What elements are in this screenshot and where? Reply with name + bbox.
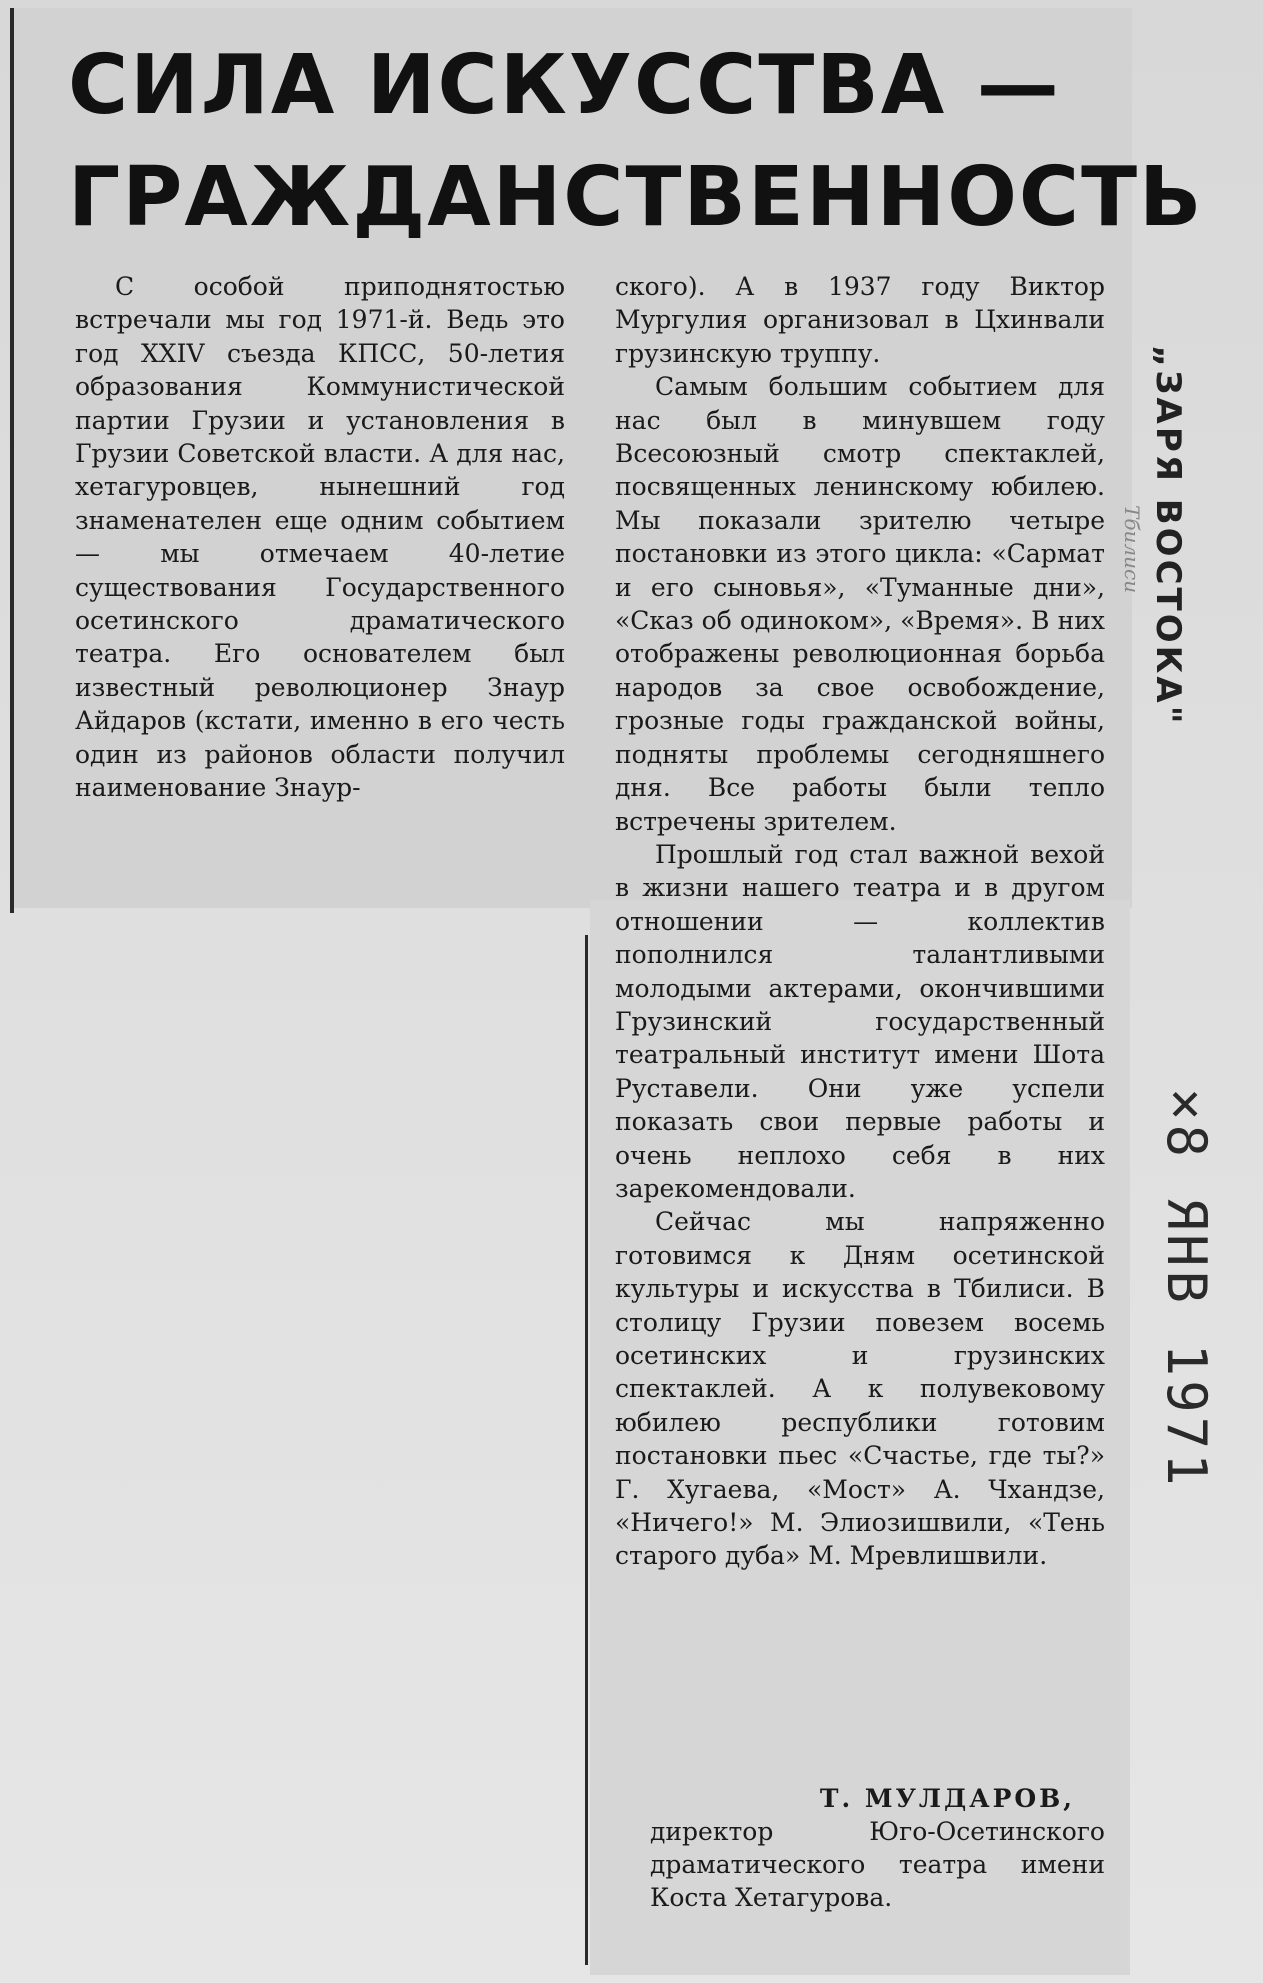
article-column-1 bbox=[75, 270, 565, 805]
column2-continuation: ского). А в 1937 году Виктор Мургулия организовал в Цхинвали грузинскую труппу. bbox=[615, 272, 1105, 368]
column-rule-left bbox=[10, 8, 14, 913]
headline-line-2: ГРАЖДАНСТВЕННОСТЬ bbox=[68, 150, 1204, 245]
headline-line-1: СИЛА ИСКУССТВА — bbox=[68, 38, 1061, 133]
column2-paragraph: Прошлый год стал важной вехой в жизни нашего театра и в другом отношении — коллектив пополнился талантливыми молодыми актерами, окончившими Грузинский государственный театральный институт имени Шота Руставели. Они уже успели показать свои первые работы и очень неплохо себя в них зарекомендовали. bbox=[615, 839, 1105, 1203]
source-newspaper-name: „ЗАРЯ ВОСТОКА" bbox=[1148, 345, 1188, 727]
date-stamp: ×8 ЯНВ 1971 bbox=[1155, 1088, 1218, 1490]
author-title: директор Юго-Осетинского драматического театра имени Коста Хетагурова. bbox=[650, 1817, 1105, 1912]
article-column-2 bbox=[615, 270, 1105, 1573]
column-rule-right bbox=[585, 935, 588, 1965]
column2-paragraph: Самым большим событием для нас был в минувшем году Всесоюзный смотр спектаклей, посвященных ленинскому юбилею. Мы показали зрителю четыре постановки из этого цикла: «Сармат и его сыновья», «Туманные дни», «Сказ об одиноком», «Время». В них отображены революционная борьба народов за свое освобождение, грозные годы гражданской войны, подняты проблемы сегодняшнего дня. Все работы были тепло встречены зрителем. bbox=[615, 372, 1105, 836]
column2-paragraph: Сейчас мы напряженно готовимся к Дням осетинской культуры и искусства в Тбилиси. В столицу Грузии повезем восемь осетинских и грузинских спектаклей. А к полувековому юбилею республики готовим постановки пьес «Счастье, где ты?» Г. Хугаева, «Мост» А. Чхандзе, «Ничего!» М. Элиозишвили, «Тень старого дуба» М. Мревлишвили. bbox=[615, 1207, 1105, 1571]
source-stamp bbox=[1120, 345, 1188, 726]
column1-paragraph: С особой приподнятостью встречали мы год 1971-й. Ведь это год XXIV съезда КПСС, 50-летия образования Коммунистической партии Грузии и установления в Грузии Советской власти. А для нас, хетагуровцев, нынешний год знаменателен еще одним событием — мы отмечаем 40-летие существования Государственного осетинского драматического театра. Его основателем был известный революционер Знаур Айдаров (кстати, именно в его честь один из районов области получил наименование Знаур- bbox=[75, 272, 565, 803]
author-name: Т. МУЛДАРОВ, bbox=[819, 1784, 1075, 1813]
article-headline bbox=[68, 30, 1204, 254]
author-signature bbox=[610, 1782, 1105, 1914]
source-city: Тбилиси bbox=[1120, 505, 1144, 594]
